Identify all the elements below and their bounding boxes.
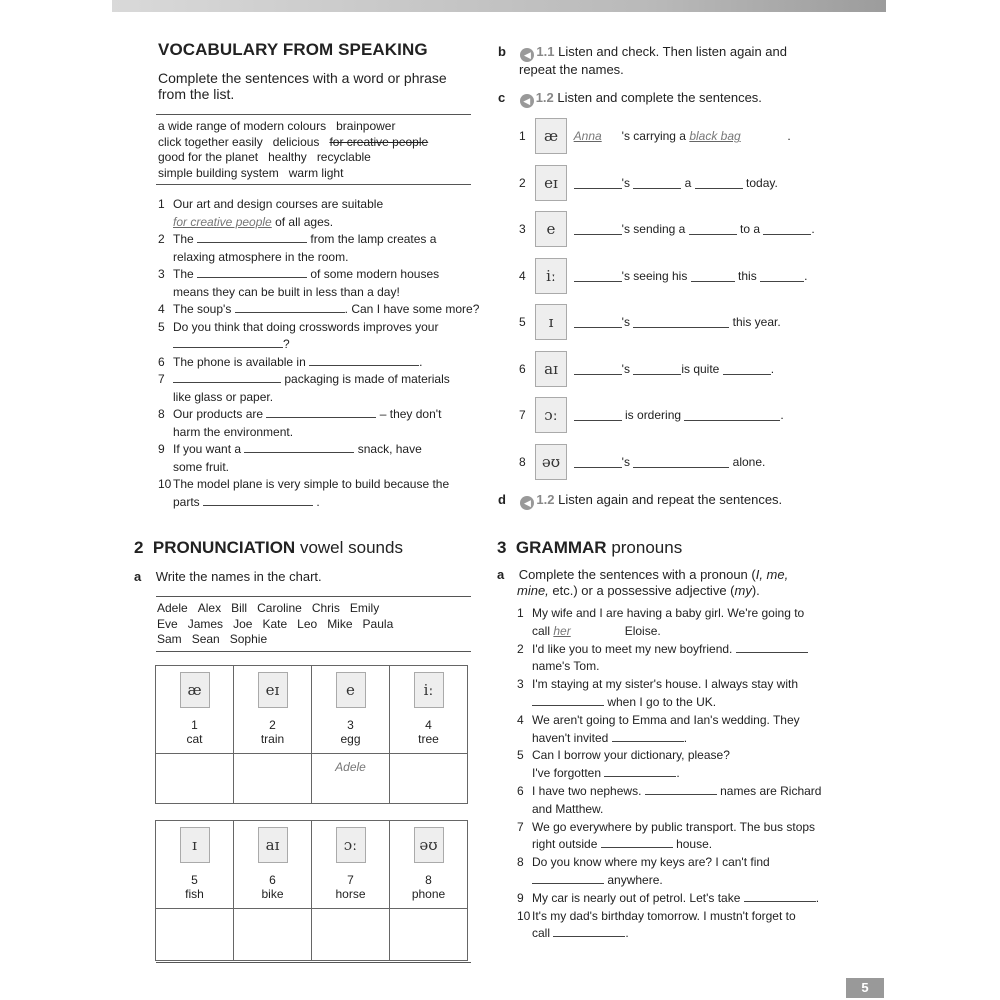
grammar-a-instruction: a Complete the sentences with a pronoun (I, me, mine, etc.) or a possessive adjective (my). — [497, 567, 789, 598]
phone-picture-icon: əʊ — [535, 444, 567, 480]
grammar-item-8: 8 Do you know where my keys are? I can't find — [517, 855, 770, 870]
horse-picture-icon: ɔː — [535, 397, 567, 433]
cat-picture-icon: æ — [535, 118, 567, 154]
vocab-instruction: Complete the sentences with a word or phrase from the list. — [158, 70, 447, 102]
chart-cell-train: eɪ 2 train — [234, 666, 312, 754]
train-picture-icon: eɪ — [258, 672, 288, 708]
pron-names: Adele Alex Bill Caroline Chris Emily Eve James Joe Kate Leo Mike Paula Sam Sean Sophie — [157, 601, 394, 646]
grammar-item-7: 7 We go everywhere by public transport. The bus stops — [517, 819, 816, 834]
vocab-item-9: 9 If you want a snack, have — [158, 442, 422, 456]
pron-sentences — [519, 113, 839, 485]
grammar-items: 1 My wife and I are having a baby girl. We're going to call her Eloise. 2 I'd like you to meet my new boyfriend. name's Tom. 3 I'm staying at my sister's house. I always stay with when I go to the UK. 4 We aren't going to Emma and Ian's wedding. They haven't invited . 5 Can I borrow your dictionary, please? I've forgotten . 6 I have two nephews. names are Richard and Matthew. 7 We go everywhere by public transport. The bus stops right outside house. 8 Do you know where my keys are? I can't find anywhere. 9 My car is nearly out of petrol. Let's take . 10 It's my dad's birthday tomorrow. I mustn't forget to call . — [517, 605, 847, 943]
vocab-item-1: 1 Our art and design courses are suitable — [158, 197, 384, 211]
divider — [156, 184, 471, 185]
vocab-item-5: 5 Do you think that doing crosswords improves your — [158, 319, 439, 334]
grammar-title: 3 GRAMMAR pronouns — [497, 538, 683, 557]
egg-picture-icon: e — [336, 672, 366, 708]
vocab-item-2: 2 The from the lamp creates a — [158, 232, 437, 246]
vocab-items: 1 Our art and design courses are suitable for creative people of all ages. 2 The from the lamp creates a relaxing atmosphere in the room. 3 The of some modern houses means they can be built in less than a day! 4 The soup's . Can I have some more? 5 Do you think that doing crosswords improves your ? 6 The phone is available in . 7 packaging is made of materials like glass or paper. 8 Our products are – they don't harm the environment. 9 If you want a snack, have some fruit. 10 The model plane is very simple to build because the parts . — [158, 196, 488, 511]
chart-cell-cat: æ 1 cat — [156, 666, 234, 754]
vocab-item-6: 6 The phone is available in . — [158, 354, 423, 369]
divider — [156, 596, 471, 597]
grammar-item-10: 10 It's my dad's birthday tomorrow. I mustn't forget to — [517, 908, 796, 923]
pron-c-instruction: c ◀ 1.2 Listen and complete the sentences. — [498, 90, 762, 106]
answer-cell[interactable] — [390, 909, 468, 961]
sentence-5: 5 ɪ 's this year. — [519, 299, 839, 346]
bike-picture-icon: aɪ — [535, 351, 567, 387]
pron-title: 2 PRONUNCIATION vowel sounds — [134, 538, 403, 557]
divider — [156, 114, 471, 115]
answer-cell[interactable] — [234, 909, 312, 961]
horse-picture-icon: ɔː — [336, 827, 366, 863]
vowel-chart-2 — [155, 820, 468, 961]
chart-cell-horse: ɔː 7 horse — [312, 821, 390, 909]
answer-cell[interactable] — [390, 754, 468, 804]
vowel-chart-1 — [155, 665, 468, 804]
vocab-item-8: 8 Our products are – they don't — [158, 407, 442, 421]
grammar-item-4: 4 We aren't going to Emma and Ian's wedding. They — [517, 712, 800, 727]
vocab-title: VOCABULARY FROM SPEAKING — [158, 40, 428, 59]
fish-picture-icon: ɪ — [180, 827, 210, 863]
sentence-6: 6 aɪ 's is quite . — [519, 346, 839, 393]
sentence-7: 7 ɔː is ordering . — [519, 392, 839, 439]
grammar-item-3: 3 I'm staying at my sister's house. I always stay with — [517, 677, 799, 692]
chart-cell-phone: əʊ 8 phone — [390, 821, 468, 909]
chart-cell-bike: aɪ 6 bike — [234, 821, 312, 909]
answer-cell[interactable] — [234, 754, 312, 804]
sentence-4: 4 iː 's seeing his this . — [519, 253, 839, 300]
answer-cell[interactable] — [312, 909, 390, 961]
sentence-1: 1 æ Anna 's carrying a black bag . — [519, 113, 839, 160]
audio-icon[interactable]: ◀ — [520, 94, 534, 108]
audio-icon[interactable]: ◀ — [520, 48, 534, 62]
divider — [156, 651, 471, 652]
vocab-item-3: 3 The of some modern houses — [158, 267, 440, 281]
sentence-8: 8 əʊ 's alone. — [519, 439, 839, 486]
chart-cell-egg: e 3 egg — [312, 666, 390, 754]
top-header-bar — [112, 0, 886, 12]
bike-picture-icon: aɪ — [258, 827, 288, 863]
cat-picture-icon: æ — [180, 672, 210, 708]
chart-cell-fish: ɪ 5 fish — [156, 821, 234, 909]
vocab-item-7: 7 packaging is made of materials — [158, 372, 450, 386]
sentence-3: 3 e 's sending a to a . — [519, 206, 839, 253]
pron-d-instruction: d ◀ 1.2 Listen again and repeat the sentences. — [498, 492, 783, 508]
tree-picture-icon: iː — [414, 672, 444, 708]
vocab-item-4: 4 The soup's . Can I have some more? — [158, 302, 480, 316]
phone-picture-icon: əʊ — [414, 827, 444, 863]
answer-cell[interactable] — [156, 909, 234, 961]
grammar-item-9: 9 My car is nearly out of petrol. Let's take . — [517, 890, 820, 905]
answer-cell[interactable] — [156, 754, 234, 804]
grammar-item-6: 6 I have two nephews. names are Richard — [517, 783, 822, 798]
divider — [156, 962, 471, 963]
fish-picture-icon: ɪ — [535, 304, 567, 340]
chart-cell-tree: iː 4 tree — [390, 666, 468, 754]
sentence-2: 2 eɪ 's a today. — [519, 160, 839, 207]
grammar-item-5: 5 Can I borrow your dictionary, please? — [517, 748, 730, 763]
tree-picture-icon: iː — [535, 258, 567, 294]
train-picture-icon: eɪ — [535, 165, 567, 201]
pron-b-instruction: b ◀ 1.1 Listen and check. Then listen again and repeat the names. — [498, 44, 787, 77]
answer-cell[interactable]: Adele — [312, 754, 390, 804]
audio-icon[interactable]: ◀ — [520, 496, 534, 510]
pron-a-instruction: a Write the names in the chart. — [134, 569, 322, 584]
grammar-item-2: 2 I'd like you to meet my new boyfriend. — [517, 641, 847, 659]
grammar-item-1: 1 My wife and I are having a baby girl. We're going to — [517, 606, 805, 620]
vocab-item-10: 10 The model plane is very simple to build because the — [158, 477, 450, 491]
egg-picture-icon: e — [535, 211, 567, 247]
page-number: 5 — [846, 978, 884, 998]
vocab-wordlist: a wide range of modern colours brainpower click together easily delicious for creative people good for the planet healthy recyclable simple building system warm light — [158, 119, 429, 180]
